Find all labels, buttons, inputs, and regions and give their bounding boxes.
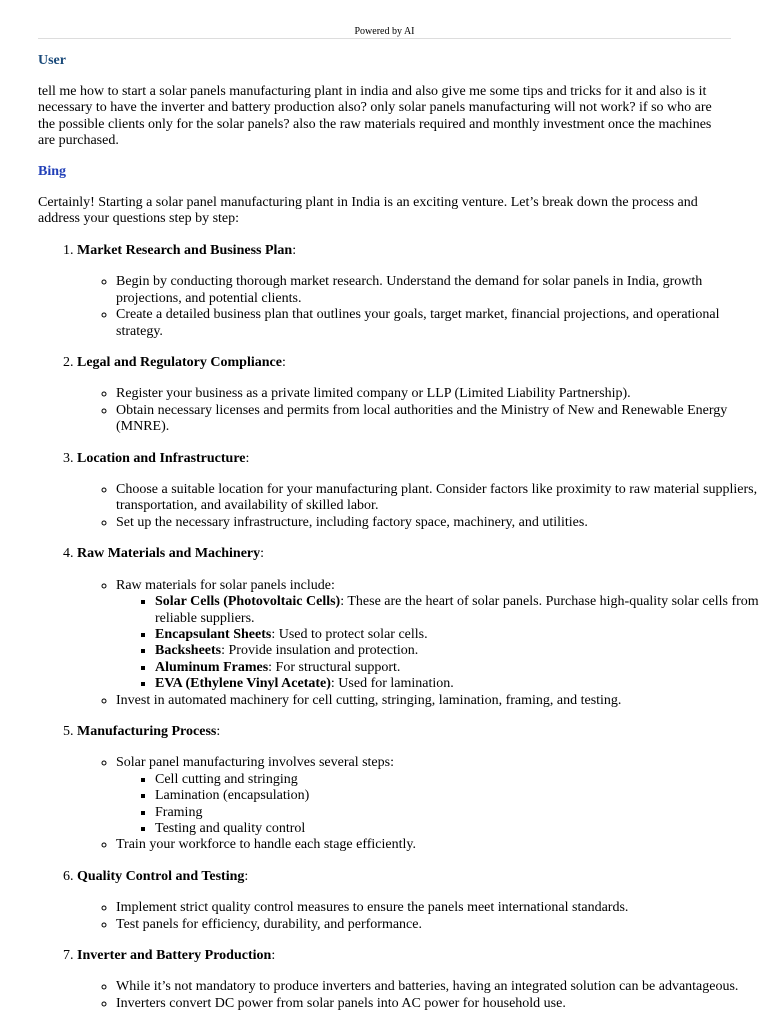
bing-speaker-label: Bing: [38, 164, 67, 179]
process-step-item: ▪ Lamination (encapsulation): [155, 788, 767, 804]
powered-by-label: Powered by AI: [354, 26, 415, 37]
step-bullets: [77, 900, 767, 933]
bullet-text: Solar panel manufacturing involves several steps:: [116, 755, 394, 771]
step-item: 3. Location and Infrastructure: ◦ Choose a suitable location for your manufacturing plant. Consider factors like proximity to raw material suppliers, transportation, and availability of skilled labor. ◦ Set up the necessary infrastructure, including factory space, machinery, and utilities.: [77, 451, 767, 532]
step-item: 5. Manufacturing Process: ◦ Solar panel manufacturing involves several steps: ▪ Cell cutting and stringing ▪ Lamination (encapsulation) ▪ Framing ▪ Testing and quality control ◦ Train your workforce to handle each stage efficiently.: [77, 724, 767, 854]
bullet-item: ◦ Create a detailed business plan that outlines your goals, target market, financial projections, and operational strategy.: [116, 307, 767, 340]
user-speaker-label: User: [38, 53, 66, 68]
material-desc: : Used for lamination.: [330, 676, 454, 692]
step-title: Raw Materials and Machinery: [77, 546, 261, 562]
bullet-item: ◦ Choose a suitable location for your manufacturing plant. Consider factors like proximity to raw material suppliers, transportation, and availability of skilled labor.: [116, 482, 767, 515]
step-item: 2. Legal and Regulatory Compliance: ◦ Register your business as a private limited company or LLP (Limited Liability Partnership). ◦ Obtain necessary licenses and permits from local authorities and the Ministry of New and Renewable Energy (MNRE).: [77, 355, 767, 436]
material-name: Solar Cells (Photovoltaic Cells): [155, 594, 341, 610]
step-bullets: [77, 386, 767, 435]
material-item: [155, 676, 767, 692]
process-step-item: ▪ Cell cutting and stringing: [155, 772, 767, 788]
material-item: [155, 594, 767, 627]
material-name: Encapsulant Sheets: [155, 626, 272, 642]
bullet-text: Raw materials for solar panels include:: [116, 577, 335, 593]
step-item: 4. Raw Materials and Machinery: ◦ Raw materials for solar panels include: ▪ Solar Cells (Photovoltaic Cells): These are the heart of solar panels. Purchase high-quality solar cells from reliable suppliers. ▪ Encapsulant Sheets: Used to protect solar cells. ▪ Backsheets: Provide insulation and protection. ▪ Aluminum Frames: For structural support. ▪ EVA (Ethylene Vinyl Acetate): Used for lamination. ◦ Invest in automated machinery for cell cutting, stringing, lamination, framing, and testing.: [77, 546, 767, 709]
bullet-item: [116, 755, 767, 837]
step-title: Inverter and Battery Production: [77, 948, 272, 963]
bullet-item: [116, 578, 767, 693]
material-desc: : Provide insulation and protection.: [221, 643, 419, 659]
material-desc: : These are the heart of solar panels. Purchase high-quality solar cells from reliable suppliers.: [155, 594, 759, 626]
step-title: Location and Infrastructure: [77, 450, 246, 466]
bullet-item: ◦ Invest in automated machinery for cell cutting, stringing, lamination, framing, and testing.: [116, 693, 767, 709]
step-title: Manufacturing Process: [77, 723, 217, 739]
material-name: Aluminum Frames: [155, 659, 269, 675]
material-item: [155, 627, 767, 643]
bullet-item: ◦ Train your workforce to handle each stage efficiently.: [116, 837, 767, 853]
bullet-item: ◦ Begin by conducting thorough market research. Understand the demand for solar panels in India, growth projections, and potential clients.: [116, 274, 767, 307]
step-bullets: [77, 979, 767, 1012]
bing-intro-paragraph: Certainly! Starting a solar panel manufacturing plant in India is an exciting venture. Let’s break down the process and address your questions step by step:: [38, 195, 698, 227]
material-item: [155, 643, 767, 659]
step-title: Legal and Regulatory Compliance: [77, 355, 282, 371]
bullet-item: ◦ Inverters convert DC power from solar panels into AC power for household use.: [116, 996, 767, 1012]
bullet-item: ◦ Implement strict quality control measures to ensure the panels meet international standards.: [116, 900, 767, 916]
header-divider: [38, 38, 731, 39]
step-item: 7. Inverter and Battery Production: ◦ While it’s not mandatory to produce inverters and batteries, having an integrated solution can be advantageous. ◦ Inverters convert DC power from solar panels into AC power for household use.: [77, 948, 767, 1012]
process-step-item: ▪ Testing and quality control: [155, 821, 767, 837]
bullet-item: ◦ Register your business as a private limited company or LLP (Limited Liability Partnership).: [116, 386, 767, 402]
material-desc: : Used to protect solar cells.: [271, 626, 428, 642]
steps-list: [38, 243, 767, 1027]
raw-materials-list: [116, 594, 767, 692]
material-name: Backsheets: [155, 643, 222, 659]
step-bullets: [77, 274, 767, 340]
user-message: tell me how to start a solar panels manufacturing plant in india and also give me some tips and tricks for it and also is it necessary to have the inverter and battery production also? only solar panels manufacturing will not work? if so who are the possible clients only for the solar panels? also the raw materials required and monthly investment once the machines are purchased.: [38, 84, 712, 149]
step-item: 6. Quality Control and Testing: ◦ Implement strict quality control measures to ensure the panels meet international standards. ◦ Test panels for efficiency, durability, and performance.: [77, 869, 767, 933]
material-desc: : For structural support.: [268, 659, 401, 675]
material-name: EVA (Ethylene Vinyl Acetate): [155, 676, 331, 692]
material-item: [155, 660, 767, 676]
step-bullets: [77, 482, 767, 531]
step-bullets: [77, 578, 767, 709]
bullet-item: ◦ While it’s not mandatory to produce inverters and batteries, having an integrated solution can be advantageous.: [116, 979, 767, 995]
step-title: Market Research and Business Plan: [77, 243, 293, 258]
step-item: 1. Market Research and Business Plan: ◦ Begin by conducting thorough market research. Understand the demand for solar panels in India, growth projections, and potential clients. ◦ Create a detailed business plan that outlines your goals, target market, financial projections, and operational strategy.: [77, 243, 767, 340]
bullet-item: ◦ Obtain necessary licenses and permits from local authorities and the Ministry of New and Renewable Energy (MNRE).: [116, 403, 767, 436]
bullet-item: ◦ Set up the necessary infrastructure, including factory space, machinery, and utilities.: [116, 515, 767, 531]
process-steps-list: [116, 772, 767, 838]
process-step-item: ▪ Framing: [155, 805, 767, 821]
bullet-item: ◦ Test panels for efficiency, durability, and performance.: [116, 917, 767, 933]
step-title: Quality Control and Testing: [77, 868, 245, 884]
step-bullets: [77, 755, 767, 853]
